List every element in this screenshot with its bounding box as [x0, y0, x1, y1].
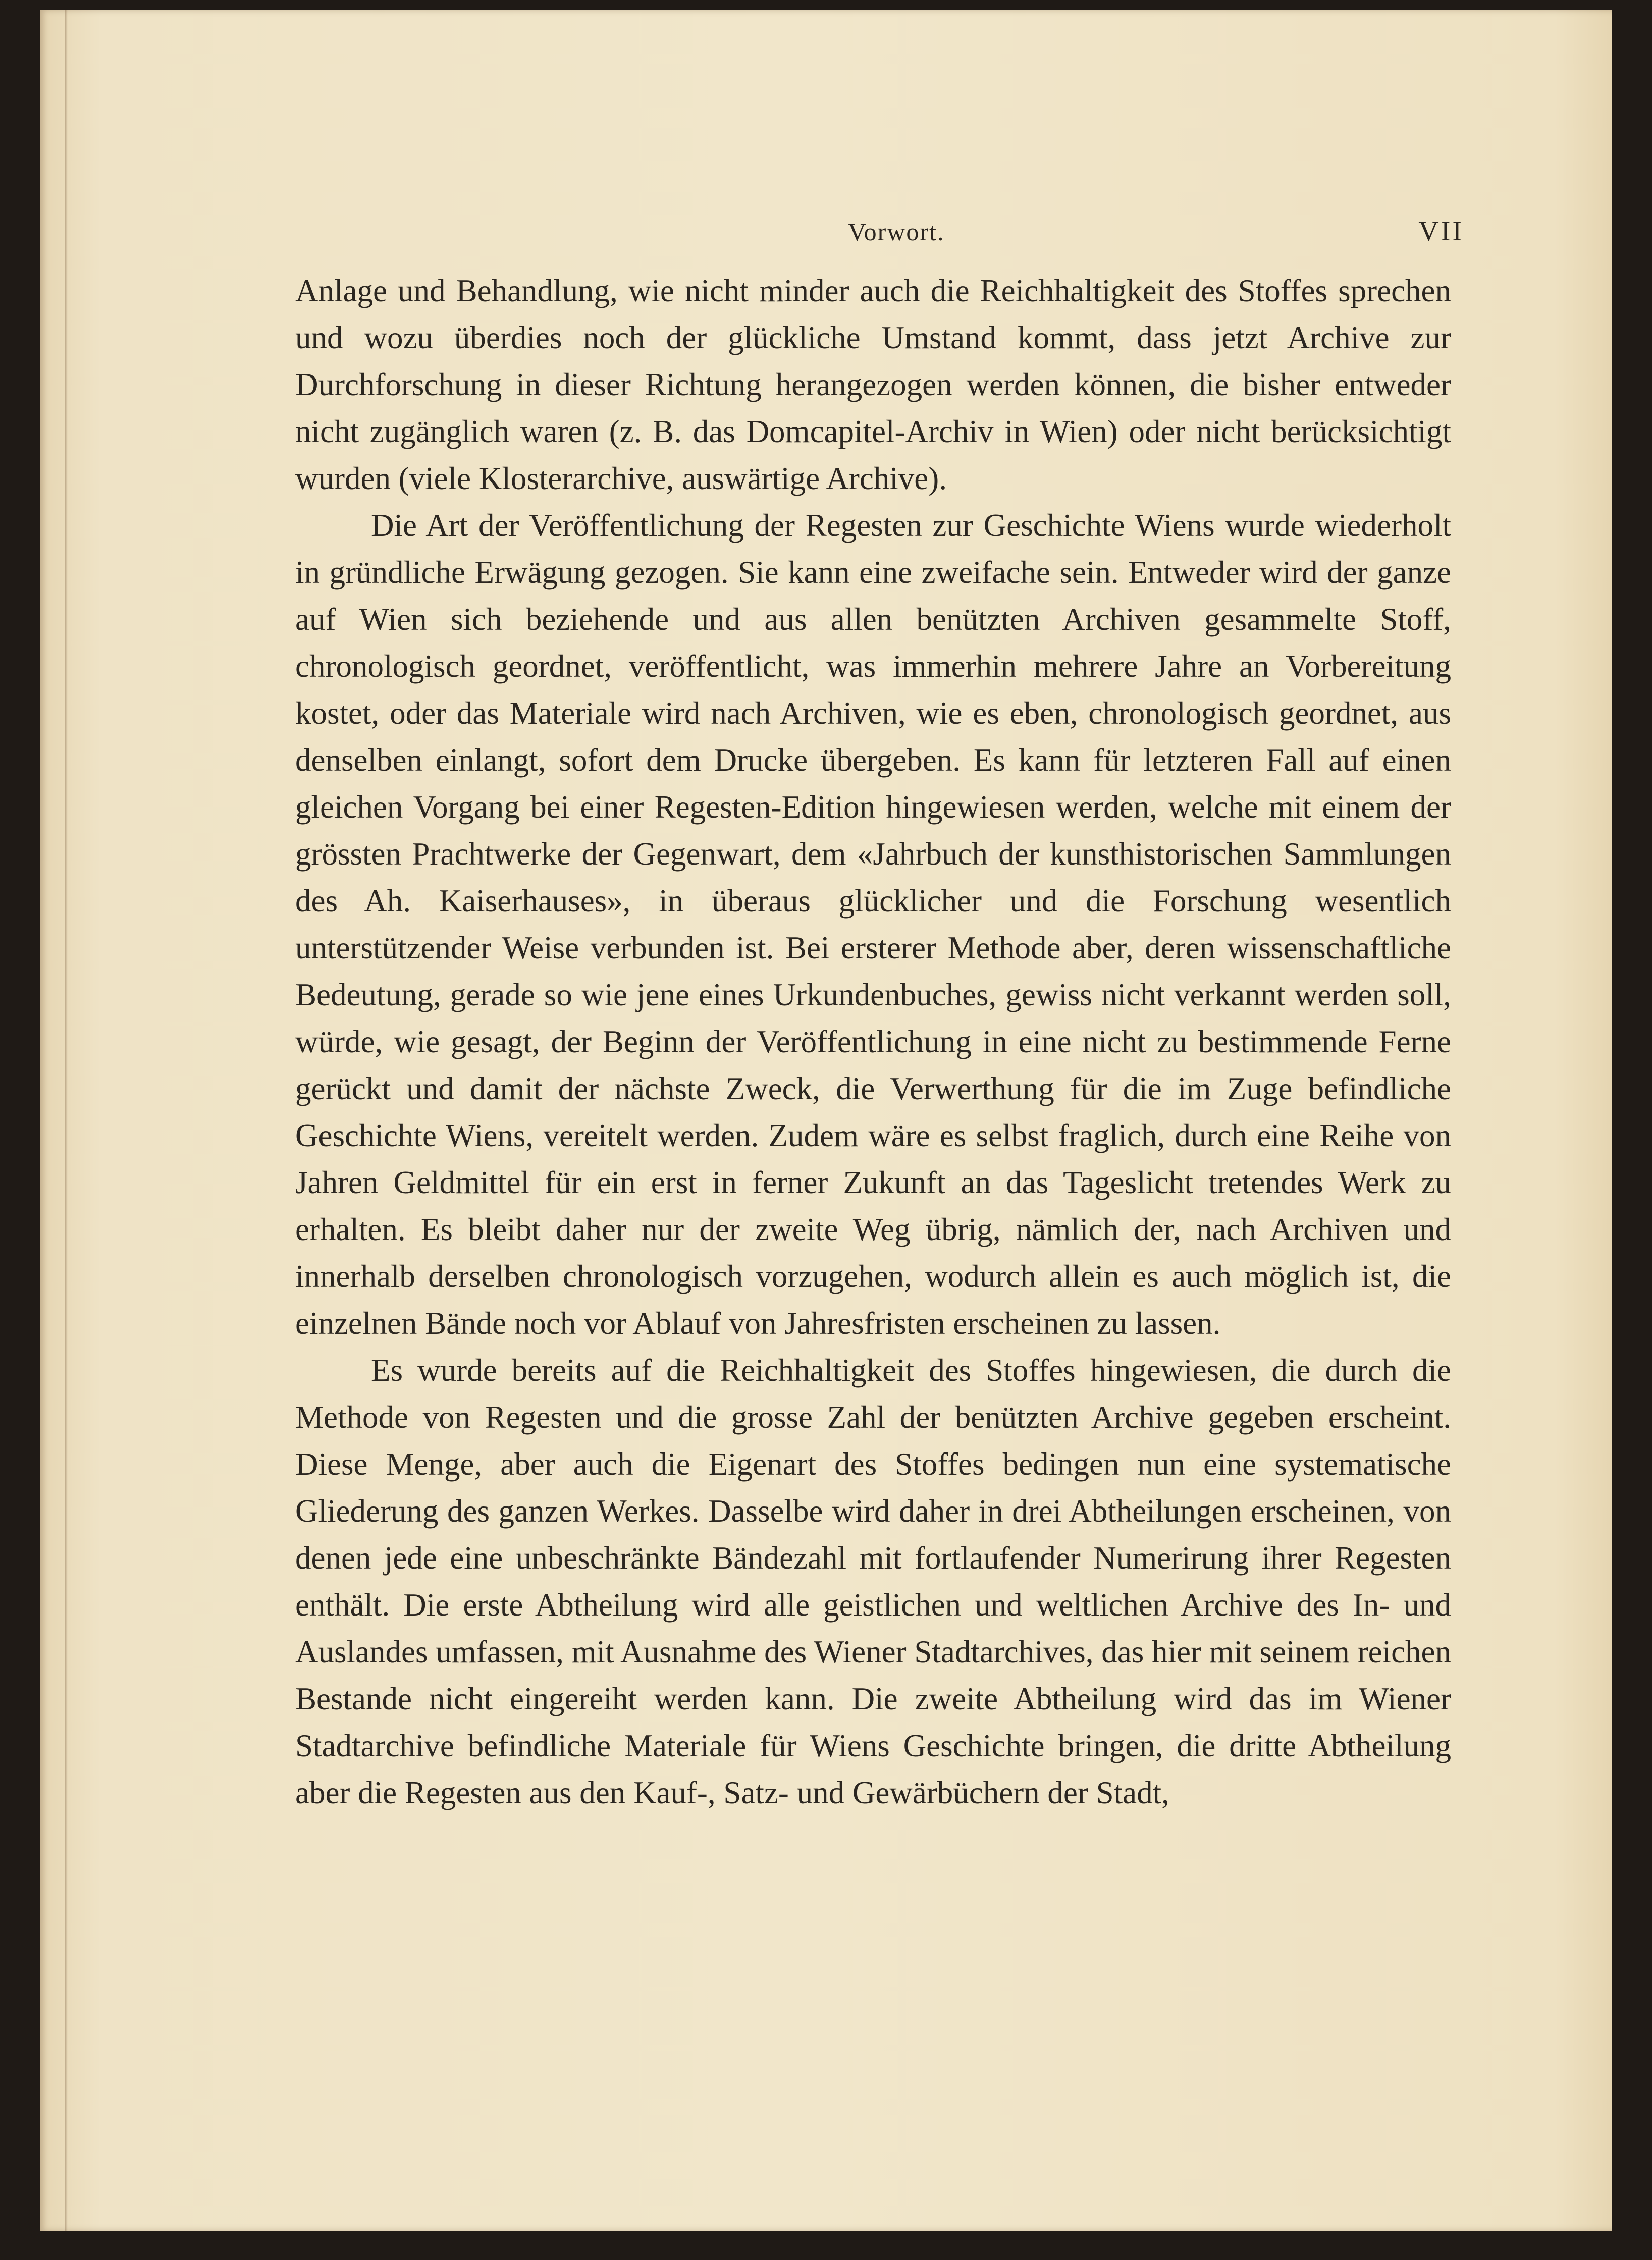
paragraph-1: Anlage und Behandlung, wie nicht minder auch die Reichhaltigkeit des Stoffes sprechen und wozu überdies noch der glückliche Umstand kommt, dass jetzt Archive zur Durchforschung in dieser Richtung herangezogen werden können, die bisher entweder nicht zugänglich waren (z. B. das Domcapitel-Archiv in Wien) oder nicht berücksichtigt wurden (viele Klosterarchive, auswärtige Archive).	[295, 273, 1451, 496]
page-gutter-shadow	[65, 10, 68, 2231]
running-title: Vorwort.	[848, 218, 945, 246]
page-number: VII	[1418, 216, 1464, 247]
page-right-edge	[1612, 10, 1625, 2231]
book-page	[40, 10, 1625, 2231]
paragraph-2: Die Art der Veröffentlichung der Regesten zur Geschichte Wiens wurde wiederholt in gründliche Erwägung gezogen. Sie kann eine zweifache sein. Entweder wird der ganze auf Wien sich beziehende und aus allen benützten Archiven gesammelte Stoff, chronologisch geordnet, veröffentlicht, was immerhin mehrere Jahre an Vorbereitung kostet, oder das Materiale wird nach Archiven, wie es eben, chronologisch geordnet, aus denselben einlangt, sofort dem Drucke übergeben. Es kann für letzteren Fall auf einen gleichen Vorgang bei einer Regesten-Edition hingewiesen werden, welche mit einem der grössten Prachtwerke der Gegenwart, dem «Jahrbuch der kunsthistorischen Sammlungen des Ah. Kaiserhauses», in überaus glücklicher und die Forschung wesentlich unterstützender Weise verbunden ist. Bei ersterer Methode aber, deren wissenschaftliche Bedeutung, gerade so wie jene eines Urkundenbuches, gewiss nicht verkannt werden soll, würde, wie gesagt, der Beginn der Veröffentlichung in eine nicht zu bestimmende Ferne gerückt und damit der nächste Zweck, die Verwerthung für die im Zuge befindliche Geschichte Wiens, vereitelt werden. Zudem wäre es selbst fraglich, durch eine Reihe von Jahren Geldmittel für ein erst in ferner Zukunft an das Tageslicht tretendes Werk zu erhalten. Es bleibt daher nur der zweite Weg übrig, nämlich der, nach Archiven und innerhalb derselben chronologisch vorzugehen, wodurch allein es auch möglich ist, die einzelnen Bände noch vor Ablauf von Jahresfristen erscheinen zu lassen.	[295, 508, 1451, 1341]
running-header	[797, 207, 1474, 262]
paragraph-3: Es wurde bereits auf die Reichhaltigkeit des Stoffes hingewiesen, die durch die Methode von Regesten und die grosse Zahl der benützten Archive gegeben erscheint. Diese Menge, aber auch die Eigenart des Stoffes bedingen nun eine systematische Gliederung des ganzen Werkes. Dasselbe wird daher in drei Abtheilungen erscheinen, von denen jede eine unbeschränkte Bändezahl mit fortlaufender Numerirung ihrer Regesten enthält. Die erste Abtheilung wird alle geistlichen und weltlichen Archive des In- und Auslandes umfassen, mit Ausnahme des Wiener Stadtarchives, das hier mit seinem reichen Bestande nicht eingereiht werden kann. Die zweite Abtheilung wird das im Wiener Stadtarchive befindliche Materiale für Wiens Geschichte bringen, die dritte Abtheilung aber die Regesten aus den Kauf-, Satz- und Gewärbüchern der Stadt,	[295, 1353, 1451, 1810]
body-text	[295, 267, 1451, 1816]
